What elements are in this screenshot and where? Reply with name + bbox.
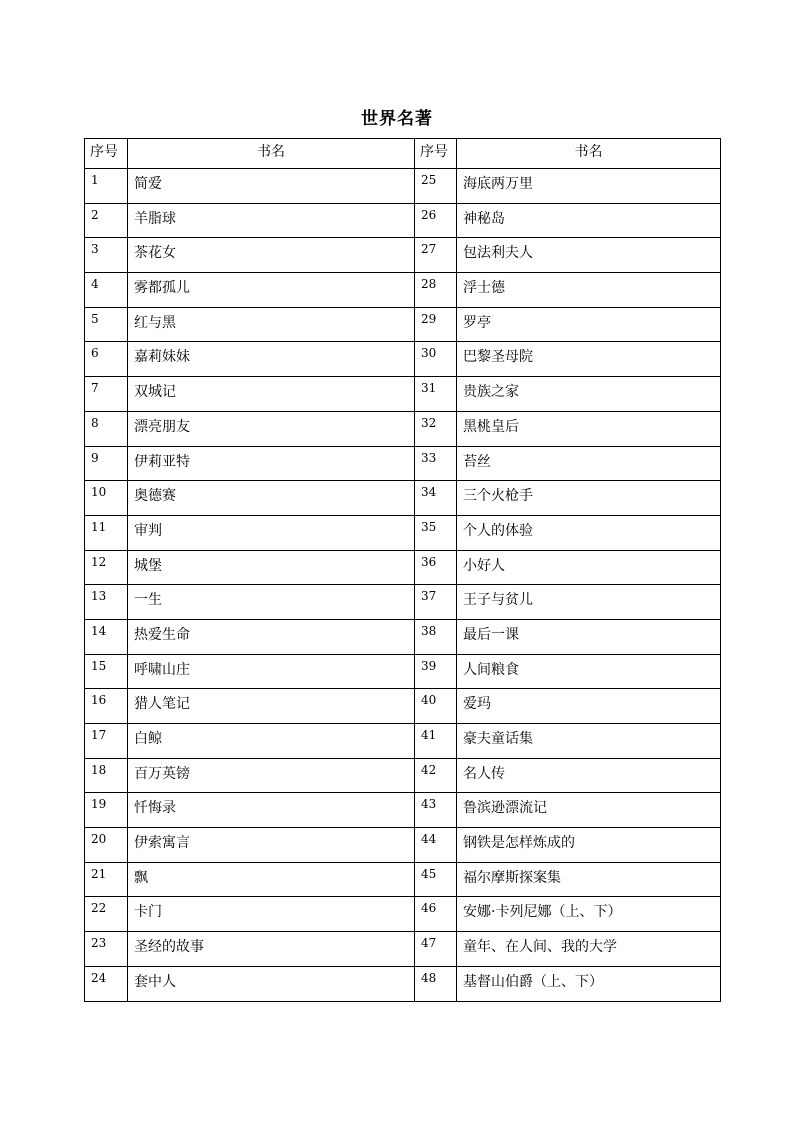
book-number-right: 28 — [415, 273, 457, 308]
book-title-left: 简爱 — [128, 169, 415, 204]
book-title-left: 奥德赛 — [128, 481, 415, 516]
book-number-left: 13 — [85, 585, 128, 620]
book-title-right: 小好人 — [457, 550, 721, 585]
table-row — [85, 689, 721, 724]
book-number-right: 47 — [415, 932, 457, 967]
book-title-left: 嘉莉妹妹 — [128, 342, 415, 377]
book-number-right: 35 — [415, 515, 457, 550]
book-title-left: 白鲸 — [128, 724, 415, 759]
book-number-left: 5 — [85, 307, 128, 342]
book-title-right: 基督山伯爵（上、下） — [457, 966, 721, 1001]
book-title-left: 百万英镑 — [128, 758, 415, 793]
book-number-left: 2 — [85, 203, 128, 238]
book-number-right: 33 — [415, 446, 457, 481]
book-title-right: 神秘岛 — [457, 203, 721, 238]
book-number-right: 31 — [415, 377, 457, 412]
book-number-left: 14 — [85, 619, 128, 654]
table-row — [85, 238, 721, 273]
book-number-right: 41 — [415, 724, 457, 759]
book-title-right: 福尔摩斯探案集 — [457, 862, 721, 897]
header-number-left: 序号 — [85, 139, 128, 169]
table-row — [85, 307, 721, 342]
header-number-right: 序号 — [415, 139, 457, 169]
table-row — [85, 550, 721, 585]
book-number-right: 26 — [415, 203, 457, 238]
table-row — [85, 585, 721, 620]
book-number-right: 29 — [415, 307, 457, 342]
book-title-right: 人间粮食 — [457, 654, 721, 689]
page-title: 世界名著 — [361, 109, 433, 129]
book-number-left: 3 — [85, 238, 128, 273]
book-number-left: 15 — [85, 654, 128, 689]
book-title-left: 忏悔录 — [128, 793, 415, 828]
book-number-left: 18 — [85, 758, 128, 793]
book-title-left: 伊莉亚特 — [128, 446, 415, 481]
book-title-left: 圣经的故事 — [128, 932, 415, 967]
table-row — [85, 758, 721, 793]
header-title-right: 书名 — [457, 139, 721, 169]
table-row — [85, 203, 721, 238]
table-row — [85, 619, 721, 654]
book-number-right: 46 — [415, 897, 457, 932]
book-number-left: 4 — [85, 273, 128, 308]
book-title-right: 童年、在人间、我的大学 — [457, 932, 721, 967]
book-number-left: 7 — [85, 377, 128, 412]
book-title-left: 羊脂球 — [128, 203, 415, 238]
book-number-right: 44 — [415, 828, 457, 863]
book-number-right: 42 — [415, 758, 457, 793]
book-number-left: 9 — [85, 446, 128, 481]
book-number-right: 38 — [415, 619, 457, 654]
table-row — [85, 654, 721, 689]
book-title-right: 鲁滨逊漂流记 — [457, 793, 721, 828]
book-title-right: 苔丝 — [457, 446, 721, 481]
table-row — [85, 377, 721, 412]
table-row — [85, 515, 721, 550]
table-row — [85, 897, 721, 932]
book-title-right: 包法利夫人 — [457, 238, 721, 273]
book-title-right: 海底两万里 — [457, 169, 721, 204]
book-title-left: 雾都孤儿 — [128, 273, 415, 308]
book-title-right: 三个火枪手 — [457, 481, 721, 516]
book-number-left: 6 — [85, 342, 128, 377]
book-title-left: 套中人 — [128, 966, 415, 1001]
book-number-left: 8 — [85, 411, 128, 446]
books-table — [84, 138, 721, 1002]
book-number-left: 11 — [85, 515, 128, 550]
book-title-right: 豪夫童话集 — [457, 724, 721, 759]
table-row — [85, 793, 721, 828]
book-title-left: 城堡 — [128, 550, 415, 585]
table-row — [85, 273, 721, 308]
book-title-right: 名人传 — [457, 758, 721, 793]
book-number-left: 24 — [85, 966, 128, 1001]
book-title-right: 安娜·卡列尼娜（上、下） — [457, 897, 721, 932]
book-number-right: 43 — [415, 793, 457, 828]
book-number-right: 39 — [415, 654, 457, 689]
book-number-right: 27 — [415, 238, 457, 273]
book-number-left: 21 — [85, 862, 128, 897]
book-number-right: 36 — [415, 550, 457, 585]
book-title-left: 一生 — [128, 585, 415, 620]
book-number-right: 40 — [415, 689, 457, 724]
book-number-left: 17 — [85, 724, 128, 759]
book-title-right: 贵族之家 — [457, 377, 721, 412]
book-title-left: 呼啸山庄 — [128, 654, 415, 689]
book-number-right: 37 — [415, 585, 457, 620]
table-row — [85, 862, 721, 897]
book-title-left: 双城记 — [128, 377, 415, 412]
book-title-right: 罗亭 — [457, 307, 721, 342]
book-number-left: 23 — [85, 932, 128, 967]
book-title-left: 红与黑 — [128, 307, 415, 342]
book-number-left: 19 — [85, 793, 128, 828]
table-row — [85, 169, 721, 204]
table-row — [85, 828, 721, 863]
table-row — [85, 411, 721, 446]
book-number-left: 1 — [85, 169, 128, 204]
table-row — [85, 342, 721, 377]
book-title-left: 漂亮朋友 — [128, 411, 415, 446]
book-title-left: 飘 — [128, 862, 415, 897]
book-number-left: 16 — [85, 689, 128, 724]
book-title-right: 巴黎圣母院 — [457, 342, 721, 377]
table-row — [85, 446, 721, 481]
book-title-left: 卡门 — [128, 897, 415, 932]
book-title-right: 浮士德 — [457, 273, 721, 308]
book-title-left: 茶花女 — [128, 238, 415, 273]
book-number-left: 20 — [85, 828, 128, 863]
book-number-right: 34 — [415, 481, 457, 516]
book-title-left: 热爱生命 — [128, 619, 415, 654]
table-row — [85, 481, 721, 516]
table-row — [85, 724, 721, 759]
table-row — [85, 932, 721, 967]
book-title-left: 审判 — [128, 515, 415, 550]
book-title-right: 黑桃皇后 — [457, 411, 721, 446]
header-title-left: 书名 — [128, 139, 415, 169]
book-rows — [85, 169, 721, 1002]
book-number-left: 10 — [85, 481, 128, 516]
table-row — [85, 966, 721, 1001]
book-number-right: 30 — [415, 342, 457, 377]
book-title-right: 钢铁是怎样炼成的 — [457, 828, 721, 863]
book-title-left: 猎人笔记 — [128, 689, 415, 724]
book-title-left: 伊索寓言 — [128, 828, 415, 863]
book-number-right: 45 — [415, 862, 457, 897]
book-number-left: 12 — [85, 550, 128, 585]
book-number-left: 22 — [85, 897, 128, 932]
book-number-right: 25 — [415, 169, 457, 204]
book-number-right: 48 — [415, 966, 457, 1001]
book-number-right: 32 — [415, 411, 457, 446]
book-title-right: 王子与贫儿 — [457, 585, 721, 620]
book-title-right: 爱玛 — [457, 689, 721, 724]
book-title-right: 最后一课 — [457, 619, 721, 654]
header-row — [85, 139, 721, 169]
book-title-right: 个人的体验 — [457, 515, 721, 550]
